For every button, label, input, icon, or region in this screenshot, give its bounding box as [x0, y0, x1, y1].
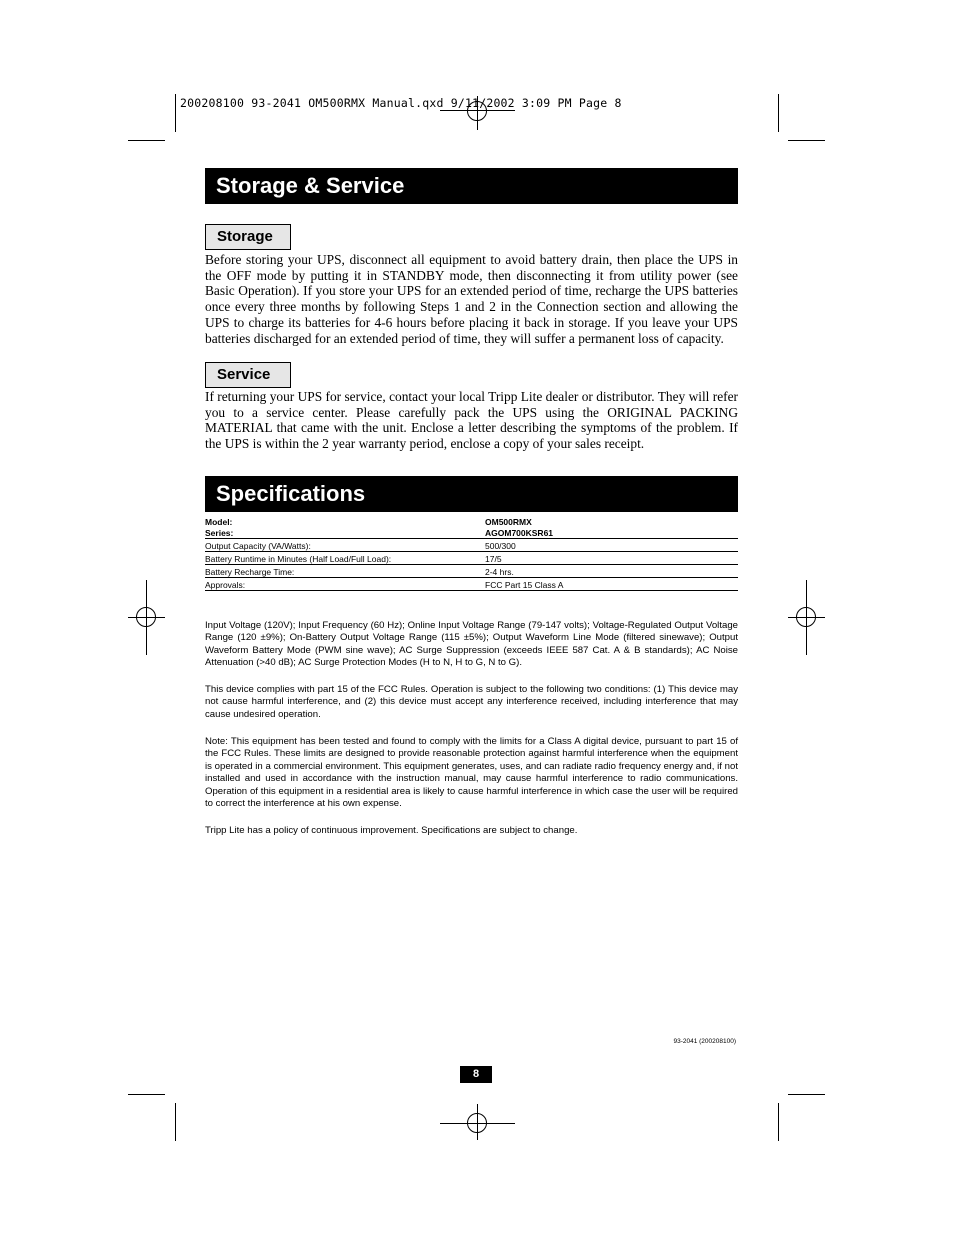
subheading-service: Service: [205, 362, 291, 388]
table-row: [205, 539, 738, 552]
file-slug: 200208100 93-2041 OM500RMX Manual.qxd 9/11/2002 3:09 PM Page 8: [180, 96, 622, 110]
spec-value: 17/5: [485, 554, 502, 564]
page-number: 8: [460, 1066, 492, 1083]
table-row: [205, 578, 738, 591]
model-series-values: [485, 517, 553, 539]
table-row: [205, 552, 738, 565]
document-number: 93-2041 (200208100): [673, 1038, 736, 1045]
spec-value: FCC Part 15 Class A: [485, 580, 564, 590]
section-title-storage-service: Storage & Service: [205, 168, 738, 204]
series-label: Series:: [205, 528, 234, 538]
section-title-specifications: Specifications: [205, 476, 738, 512]
spec-table: [205, 517, 738, 591]
model-series-labels: [205, 517, 233, 539]
improvement-policy-paragraph: Tripp Lite has a policy of continuous improvement. Specifications are subject to change.: [205, 825, 578, 836]
spec-label: Approvals:: [205, 580, 246, 590]
fcc-compliance-paragraph: This device complies with part 15 of the FCC Rules. Operation is subject to the following two conditions: (1) This device may not cause harmful interference, and (2) this device must accept any interference received, including interference that may cause undesired operation.: [205, 684, 738, 720]
spec-value: 500/300: [485, 541, 516, 551]
spec-label: Output Capacity (VA/Watts):: [205, 541, 311, 551]
specs-details-paragraph: Input Voltage (120V); Input Frequency (60 Hz); Online Input Voltage Range (79-147 volts); Voltage-Regulated Output Voltage Range (120 ±9%); On-Battery Output Voltage Range (115 ±5%); Output Waveform Line Mode (filtered sinewave); Output Waveform Battery Mode (PWM sine wave); AC Surge Suppression (exceeds IEEE 587 Cat. A & B standards); AC Noise Attenuation (>40 dB); AC Surge Protection Modes (H to N, H to G, N to G).: [205, 620, 738, 669]
series-value: AGOM700KSR61: [485, 528, 554, 538]
spec-value: 2-4 hrs.: [485, 567, 514, 577]
spec-label: Battery Runtime in Minutes (Half Load/Full Load):: [205, 554, 392, 564]
model-label: Model:: [205, 517, 233, 527]
service-paragraph: If returning your UPS for service, contact your local Tripp Lite dealer or distributor. They will refer you to a service center. Please carefully pack the UPS using the ORIGINAL PACKING MATERIAL that came with the unit. Enclose a letter describing the symptoms of the problem. If the UPS is within the 2 year warranty period, enclose a copy of your sales receipt.: [205, 389, 739, 452]
subheading-storage: Storage: [205, 224, 291, 250]
spec-label: Battery Recharge Time:: [205, 567, 295, 577]
spec-table-header: [205, 517, 738, 539]
storage-paragraph: Before storing your UPS, disconnect all equipment to avoid battery drain, then place the UPS in the OFF mode by putting it in STANDBY mode, then disconnecting it from utility power (see Basic Operation). If you store your UPS for an extended period of time, recharge the UPS batteries once every three months by following Steps 1 and 2 in the Connection section and allowing the UPS to charge its batteries for 4-6 hours before placing it back in storage. If you leave your UPS batteries discharged for an extended period of time, they will suffer a permanent loss of capacity.: [205, 252, 738, 346]
model-value: OM500RMX: [485, 517, 532, 527]
fcc-note-paragraph: Note: This equipment has been tested and found to comply with the limits for a Class A digital device, pursuant to part 15 of the FCC Rules. These limits are designed to provide reasonable protection against harmful interference when the equipment is operated in a commercial environment. This equipment generates, uses, and can radiate radio frequency energy and, if not installed and used in accordance with the instruction manual, may cause harmful interference to radio communications. Operation of this equipment in a residential area is likely to cause harmful interference in which case the user will be required to correct the interference at his own expense.: [205, 736, 738, 810]
table-row: [205, 565, 738, 578]
